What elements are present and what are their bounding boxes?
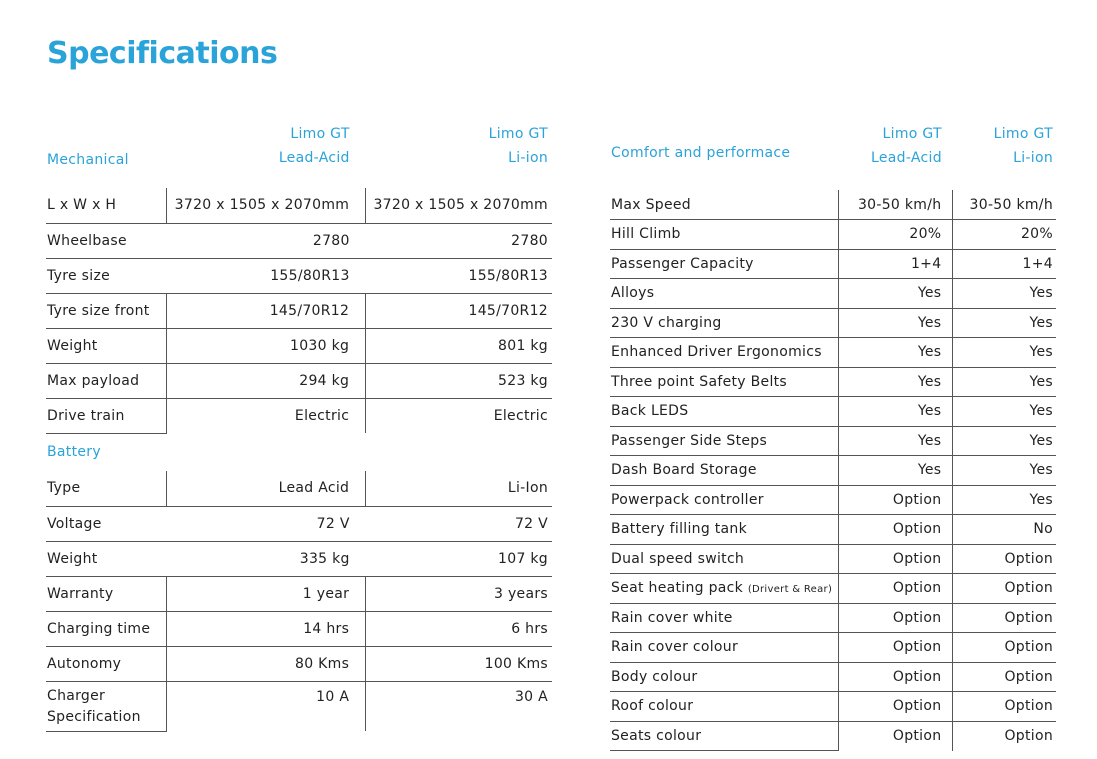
row-value-lead-acid: Option: [838, 633, 953, 663]
row-label: Seat heating pack: [611, 580, 744, 597]
row-value-lead-acid: 20%: [838, 220, 953, 250]
row-value-lead-acid: Option: [838, 485, 953, 515]
row-label: Weight: [46, 328, 167, 363]
row-value-li-ion: Yes: [953, 308, 1056, 338]
row-value-lead-acid: Option: [838, 603, 953, 633]
table-row: [610, 220, 1056, 250]
table-row: [610, 603, 1056, 633]
row-value-li-ion: 155/80R13: [366, 258, 552, 293]
row-value-lead-acid: 145/70R12: [167, 293, 366, 328]
column-header-line2: Li-ion: [508, 150, 548, 166]
row-label: Hill Climb: [610, 220, 838, 250]
row-value-li-ion: No: [953, 515, 1056, 545]
row-label-with-note: [610, 574, 838, 604]
row-value-li-ion: 801 kg: [366, 328, 552, 363]
row-value-lead-acid: 294 kg: [167, 363, 366, 398]
table-row: [46, 258, 552, 293]
row-value-li-ion: 145/70R12: [366, 293, 552, 328]
table-row: [610, 249, 1056, 279]
row-value-li-ion: Yes: [953, 426, 1056, 456]
row-label: Charger Specification: [46, 681, 167, 731]
table-row: [610, 662, 1056, 692]
column-header-line1: Limo GT: [290, 126, 350, 142]
row-value-lead-acid: Yes: [838, 397, 953, 427]
row-value-li-ion: Yes: [953, 338, 1056, 368]
row-label: Rain cover colour: [610, 633, 838, 663]
comfort-header-row: [610, 120, 1056, 172]
row-value-li-ion: Option: [953, 662, 1056, 692]
row-label: Tyre size: [46, 258, 167, 293]
row-label: Dual speed switch: [610, 544, 838, 574]
row-value-lead-acid: Electric: [167, 398, 366, 433]
mechanical-header-row: [46, 120, 552, 172]
row-label: Weight: [46, 541, 167, 576]
column-header-li-ion: [366, 120, 552, 172]
row-label: Seats colour: [610, 721, 838, 751]
comfort-performance-table: [610, 120, 1056, 751]
mechanical-battery-table: [46, 120, 552, 732]
row-label: Powerpack controller: [610, 485, 838, 515]
row-label: Max payload: [46, 363, 167, 398]
row-value-lead-acid: Yes: [838, 279, 953, 309]
row-label: Alloys: [610, 279, 838, 309]
row-label: Type: [46, 471, 167, 506]
table-row: [610, 721, 1056, 751]
row-label: Drive train: [46, 398, 167, 433]
table-row: [610, 456, 1056, 486]
row-label: Tyre size front: [46, 293, 167, 328]
row-label: Enhanced Driver Ergonomics: [610, 338, 838, 368]
row-value-lead-acid: Lead Acid: [167, 471, 366, 506]
row-value-li-ion: Yes: [953, 279, 1056, 309]
table-row: [610, 544, 1056, 574]
table-row: [46, 506, 552, 541]
column-header-line2: Lead-Acid: [871, 150, 942, 166]
row-value-lead-acid: 155/80R13: [167, 258, 366, 293]
column-header-lead-acid: [167, 120, 366, 172]
table-row: [610, 190, 1056, 220]
column-header-li-ion: [953, 120, 1056, 172]
row-value-li-ion: Option: [953, 721, 1056, 751]
row-value-li-ion: Li-Ion: [366, 471, 552, 506]
table-row: [610, 279, 1056, 309]
column-header-line2: Lead-Acid: [278, 150, 350, 166]
row-value-li-ion: Yes: [953, 367, 1056, 397]
row-value-lead-acid: 14 hrs: [167, 611, 366, 646]
row-value-li-ion: Option: [953, 633, 1056, 663]
row-value-li-ion: Option: [953, 544, 1056, 574]
row-value-li-ion: 30-50 km/h: [953, 190, 1056, 220]
battery-header-row: [46, 433, 552, 471]
column-header-line1: Limo GT: [993, 126, 1053, 142]
row-value-li-ion: 523 kg: [366, 363, 552, 398]
row-value-lead-acid: 2780: [167, 223, 366, 258]
table-row: [610, 367, 1056, 397]
row-label: Passenger Side Steps: [610, 426, 838, 456]
table-row: [46, 293, 552, 328]
row-value-lead-acid: 1+4: [838, 249, 953, 279]
row-value-li-ion: 20%: [953, 220, 1056, 250]
table-row: [610, 485, 1056, 515]
page-title: Specifications: [47, 36, 278, 71]
row-value-lead-acid: 1030 kg: [167, 328, 366, 363]
table-row: [610, 338, 1056, 368]
row-value-lead-acid: 335 kg: [167, 541, 366, 576]
row-value-li-ion: 6 hrs: [366, 611, 552, 646]
row-label: Passenger Capacity: [610, 249, 838, 279]
table-row: [46, 471, 552, 506]
table-row: [46, 576, 552, 611]
table-row: [610, 308, 1056, 338]
row-label: Battery filling tank: [610, 515, 838, 545]
row-value-li-ion: Yes: [953, 485, 1056, 515]
row-value-lead-acid: 72 V: [167, 506, 366, 541]
mechanical-section-title: Mechanical: [47, 152, 129, 168]
row-value-li-ion: Option: [953, 692, 1056, 722]
row-value-lead-acid: Yes: [838, 456, 953, 486]
table-row: [46, 188, 552, 223]
row-label: Wheelbase: [46, 223, 167, 258]
row-value-li-ion: Yes: [953, 456, 1056, 486]
row-label: Voltage: [46, 506, 167, 541]
row-label: Dash Board Storage: [610, 456, 838, 486]
row-label: Rain cover white: [610, 603, 838, 633]
row-label-note: (Drivert & Rear): [747, 584, 833, 596]
row-value-lead-acid: 1 year: [167, 576, 366, 611]
row-value-lead-acid: Option: [838, 662, 953, 692]
row-value-li-ion: Yes: [953, 397, 1056, 427]
row-value-li-ion: 30 A: [366, 681, 552, 731]
row-value-li-ion: 3720 x 1505 x 2070mm: [366, 188, 552, 223]
row-label: Autonomy: [46, 646, 167, 681]
row-value-lead-acid: Yes: [838, 308, 953, 338]
row-value-lead-acid: Yes: [838, 338, 953, 368]
row-label: Body colour: [610, 662, 838, 692]
row-value-li-ion: Option: [953, 574, 1056, 604]
row-label: 230 V charging: [610, 308, 838, 338]
row-value-lead-acid: Yes: [838, 426, 953, 456]
table-row: [46, 681, 552, 731]
row-label: Roof colour: [610, 692, 838, 722]
row-label: Warranty: [46, 576, 167, 611]
row-value-li-ion: 107 kg: [366, 541, 552, 576]
row-value-li-ion: 3 years: [366, 576, 552, 611]
row-value-lead-acid: Option: [838, 692, 953, 722]
row-value-lead-acid: 30-50 km/h: [838, 190, 953, 220]
battery-section-title: Battery: [47, 444, 101, 461]
row-value-li-ion: Option: [953, 603, 1056, 633]
table-row: [46, 398, 552, 433]
row-value-lead-acid: Yes: [838, 367, 953, 397]
table-row: [46, 541, 552, 576]
row-value-li-ion: 72 V: [366, 506, 552, 541]
table-row: [46, 328, 552, 363]
row-value-lead-acid: Option: [838, 721, 953, 751]
row-label: L x W x H: [46, 188, 167, 223]
table-row: [610, 426, 1056, 456]
row-value-lead-acid: Option: [838, 544, 953, 574]
row-label: Back LEDS: [610, 397, 838, 427]
row-value-lead-acid: 10 A: [167, 681, 366, 731]
row-value-lead-acid: Option: [838, 515, 953, 545]
row-label: Max Speed: [610, 190, 838, 220]
table-row: [46, 611, 552, 646]
row-label: Three point Safety Belts: [610, 367, 838, 397]
table-row: [610, 574, 1056, 604]
table-row: [610, 397, 1056, 427]
table-row: [46, 363, 552, 398]
column-header-line1: Limo GT: [488, 126, 548, 142]
row-value-li-ion: Electric: [366, 398, 552, 433]
row-label: Charging time: [46, 611, 167, 646]
row-value-li-ion: 100 Kms: [366, 646, 552, 681]
row-value-li-ion: 1+4: [953, 249, 1056, 279]
row-value-li-ion: 2780: [366, 223, 552, 258]
table-row: [610, 515, 1056, 545]
row-value-lead-acid: Option: [838, 574, 953, 604]
table-row: [610, 633, 1056, 663]
column-header-lead-acid: [838, 120, 953, 172]
table-row: [610, 692, 1056, 722]
row-value-lead-acid: 3720 x 1505 x 2070mm: [167, 188, 366, 223]
column-header-line2: Li-ion: [1013, 150, 1053, 166]
table-row: [46, 223, 552, 258]
column-header-line1: Limo GT: [882, 126, 942, 142]
row-value-lead-acid: 80 Kms: [167, 646, 366, 681]
table-row: [46, 646, 552, 681]
comfort-section-title: Comfort and performace: [611, 145, 791, 161]
